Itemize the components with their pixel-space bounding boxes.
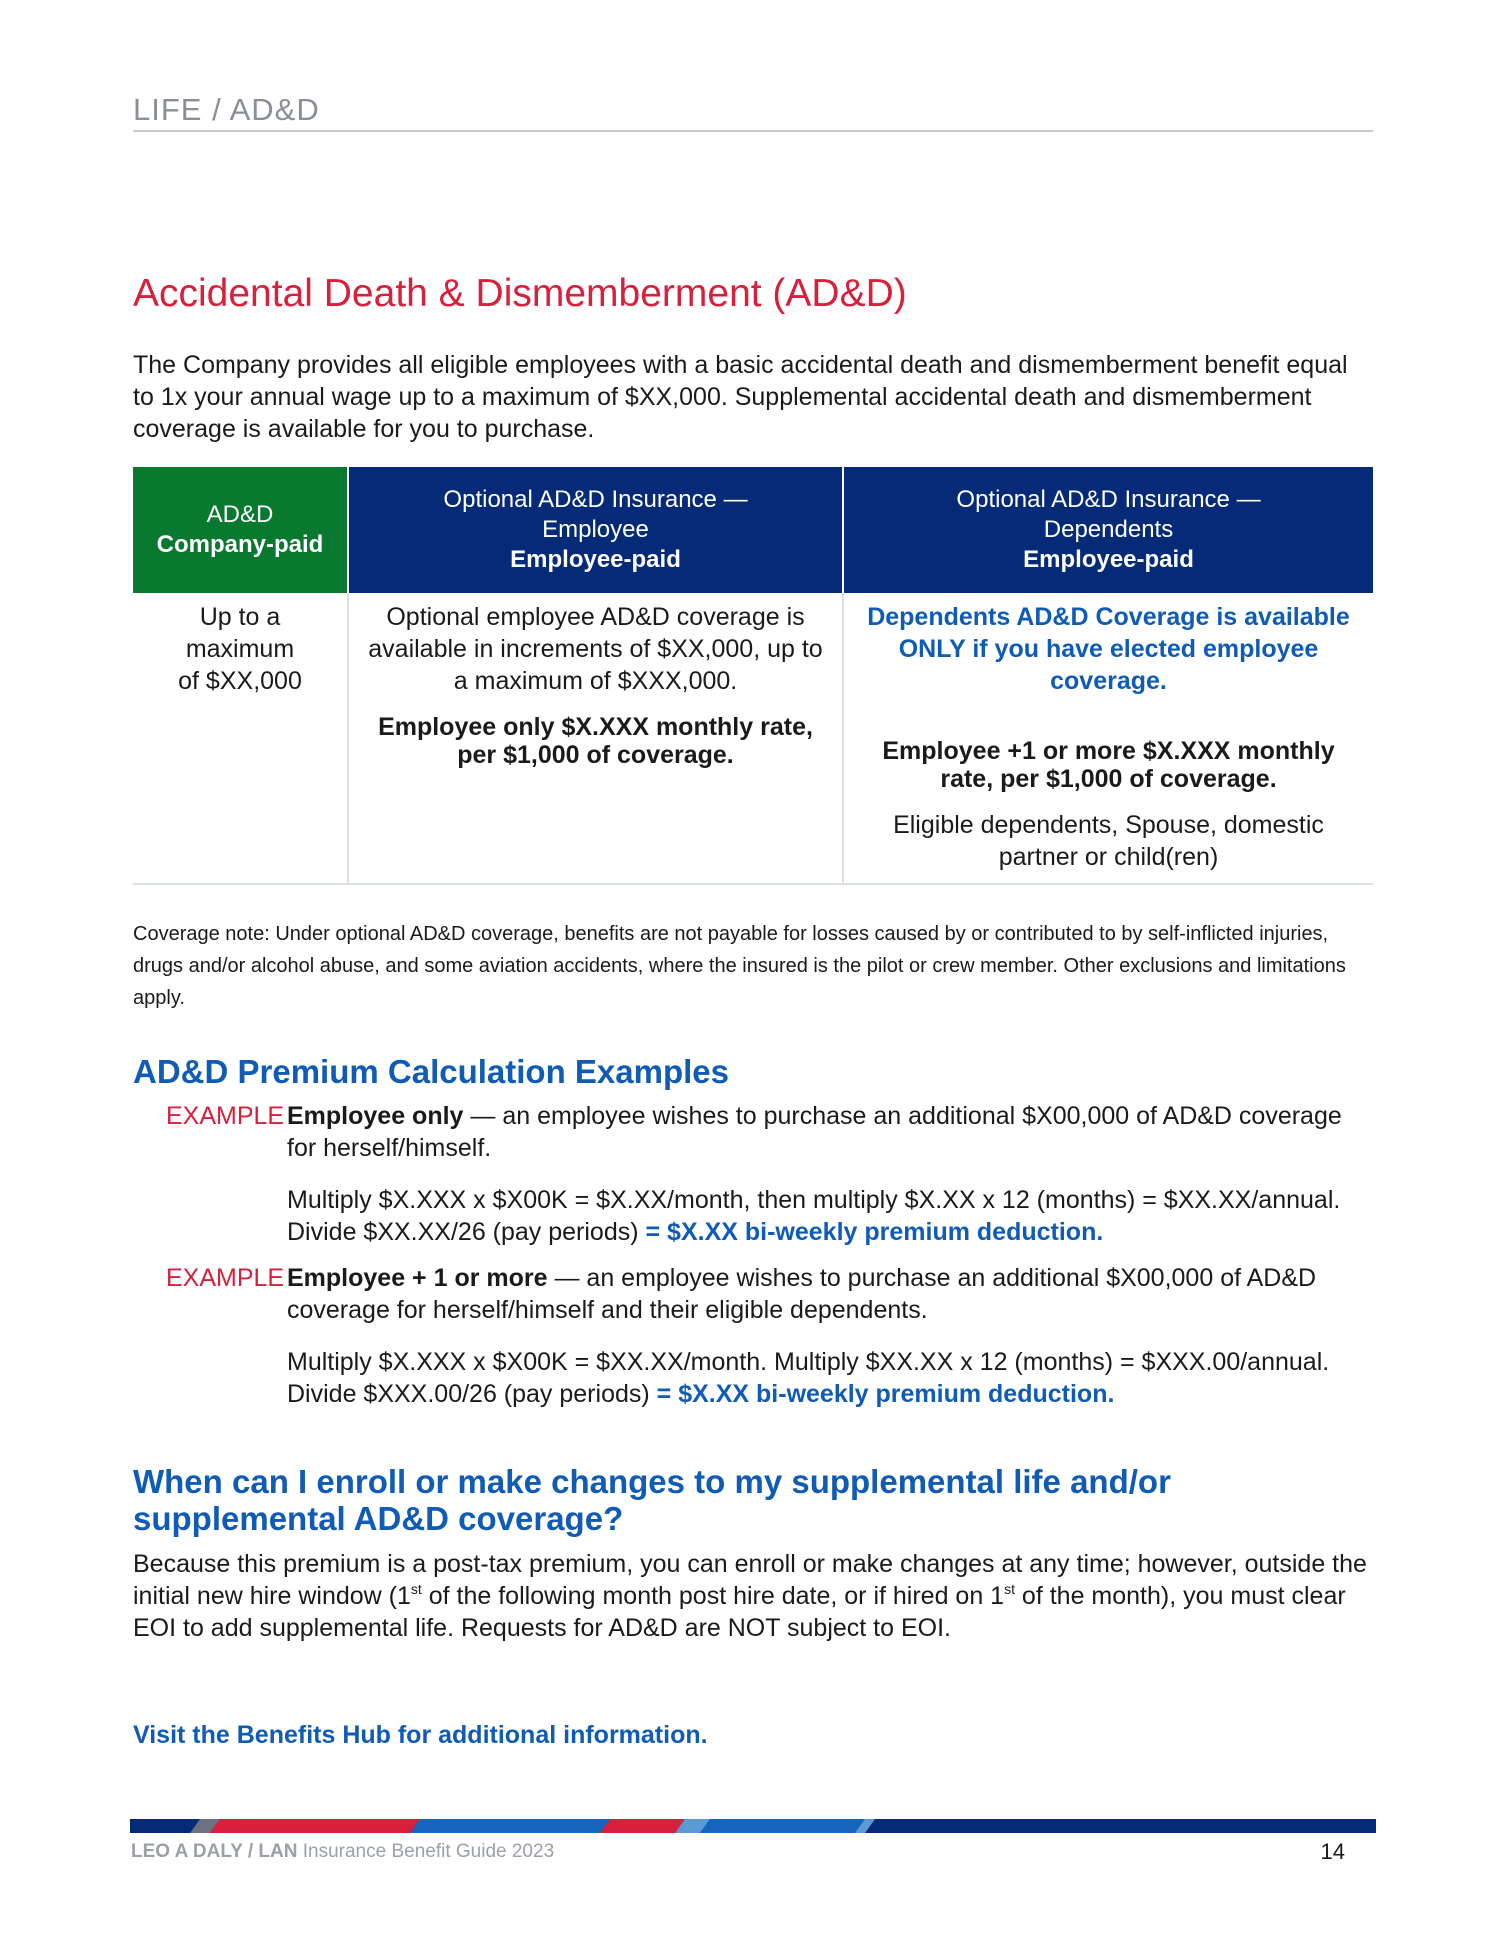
coverage-note: Coverage note: Under optional AD&D coverage, benefits are not payable for losses caused by or contributed to by self-inflicted injuries, drugs and/or alcohol abuse, and some aviation accidents, where the insured is the pilot or crew member. Other exclusions and limitations apply. (133, 923, 1346, 1009)
cell-optional-employee: Optional employee AD&D coverage is available in increments of $XX,000, up to a maximum of $XXX,000. Employee only $X.XXX monthly rate, per $1,000 of coverage. (348, 593, 843, 884)
example-employee-plus-one: EXAMPLE Employee + 1 or more — an employee wishes to purchase an additional $X00,000 of AD&D coverage for herself/himself and their eligible dependents. Multiply $X.XXX x $X00K = $XX.XX/month. Multiply $XX.XX x 12 (months) = $XXX.00/annual. Divide $XXX.00/26 (pay periods) = $X.XX bi-weekly premium deduction. (166, 1264, 1330, 1408)
enroll-paragraph: Because this premium is a post-tax premium, you can enroll or make changes at any time; however, outside the initial new hire window (1st of the following month post hire date, or if hired on 1st of the month), you must clear EOI to add supplemental life. Requests for AD&D are NOT subject to EOI. (133, 1550, 1367, 1642)
adnd-coverage-table (133, 467, 1373, 885)
footer-stripe (130, 1819, 1376, 1833)
intro-paragraph: The Company provides all eligible employees with a basic accidental death and dismemberment benefit equal to 1x your annual wage up to a maximum of $XX,000. Supplemental accidental death and dismemberment coverage is available for you to purchase. (133, 351, 1348, 443)
col-header-company-paid: AD&D Company-paid (133, 467, 348, 593)
page-title: Accidental Death & Dismemberment (AD&D) (133, 272, 907, 315)
enroll-heading: When can I enroll or make changes to my supplemental life and/or supplemental AD&D coverage? (133, 1463, 1171, 1537)
example-tag: EXAMPLE (166, 1264, 285, 1292)
example-tag: EXAMPLE (166, 1102, 285, 1130)
example-employee-only: EXAMPLE Employee only — an employee wishes to purchase an additional $X00,000 of AD&D coverage for herself/himself. Multiply $X.XXX x $X00K = $X.XX/month, then multiply $X.XX x 12 (months) = $XX.XX/annual. Divide $XX.XX/26 (pay periods) = $X.XX bi-weekly premium deduction. (166, 1102, 1342, 1246)
col-header-optional-dependents: Optional AD&D Insurance — Dependents Employee-paid (843, 467, 1373, 593)
benefits-hub-link[interactable]: Visit the Benefits Hub for additional information. (133, 1721, 708, 1749)
col-header-optional-employee: Optional AD&D Insurance — Employee Employee-paid (348, 467, 843, 593)
table-row (133, 593, 1373, 884)
section-header: LIFE / AD&D (133, 92, 1373, 132)
premium-heading: AD&D Premium Calculation Examples (133, 1053, 729, 1090)
footer-guide-title: LEO A DALY / LAN Insurance Benefit Guide 2023 (131, 1841, 555, 1862)
table-header-row (133, 467, 1373, 593)
cell-optional-dependents: Dependents AD&D Coverage is available ONLY if you have elected employee coverage. Employee +1 or more $X.XXX monthly rate, per $1,000 of coverage. Eligible dependents, Spouse, domestic partner or child(ren) (843, 593, 1373, 884)
premium-examples (133, 1100, 1373, 1424)
page-number: 14 (1320, 1839, 1345, 1864)
cell-company-paid: Up to a maximum of $XX,000 (133, 593, 348, 884)
